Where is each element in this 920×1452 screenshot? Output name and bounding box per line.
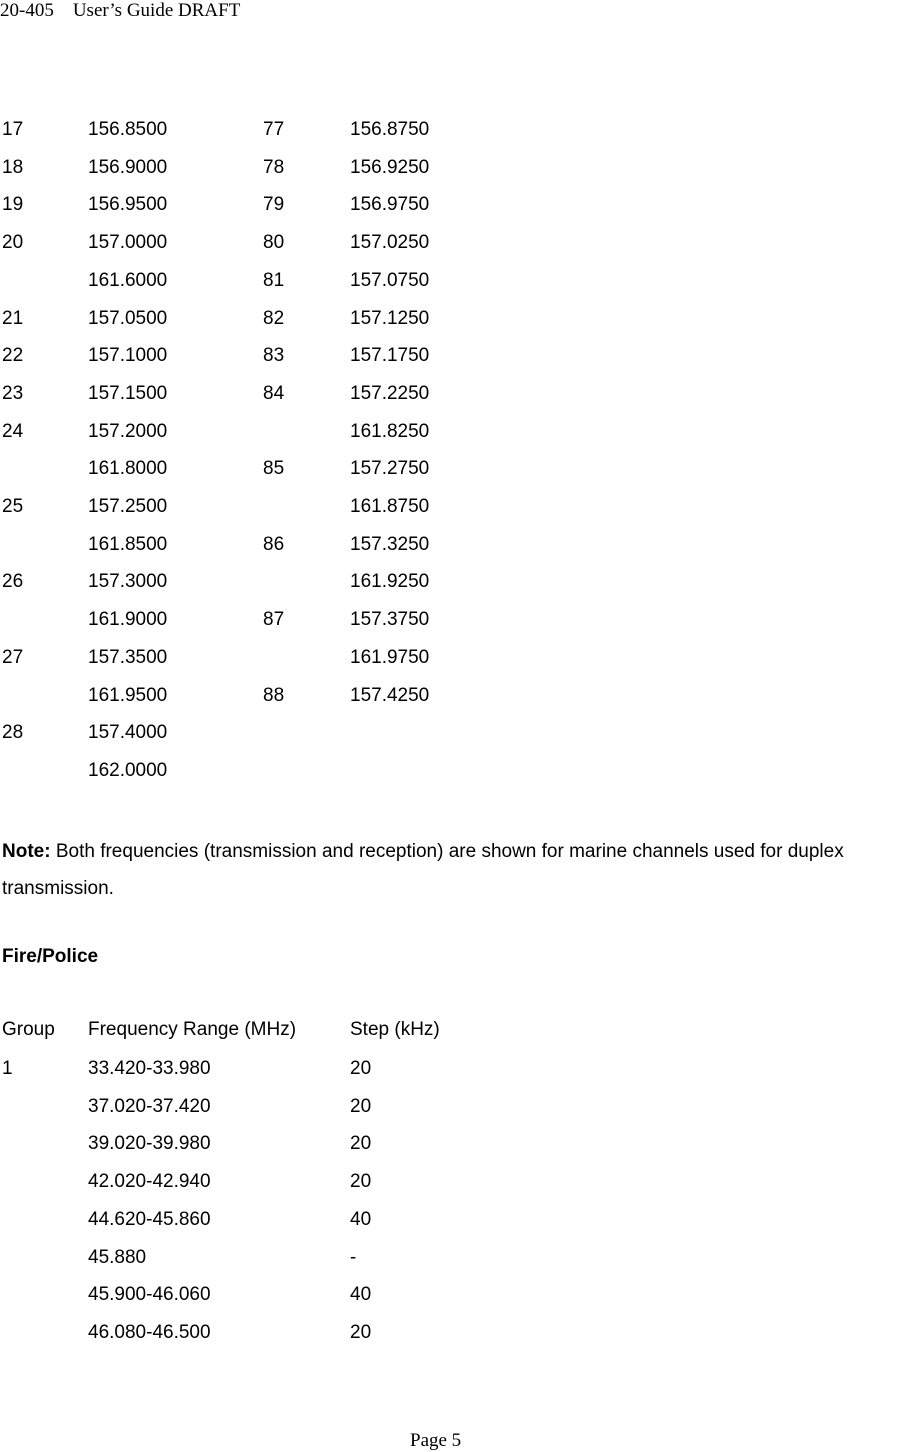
group-cell: 1 (2, 1058, 13, 1079)
frequency-b-cell: 157.1250 (350, 307, 430, 329)
channel-b-cell: 85 (263, 458, 285, 480)
frequency-range-cell: 39.020-39.980 (88, 1133, 211, 1155)
table-row (0, 232, 920, 254)
channel-b-cell: 86 (263, 533, 285, 555)
frequency-a-cell: 161.6000 (88, 269, 168, 291)
frequency-b-cell: 161.9250 (350, 571, 430, 593)
frequency-a-cell: 162.0000 (88, 759, 168, 781)
table-row (0, 1171, 920, 1193)
frequency-a-cell: 157.0000 (88, 232, 168, 254)
channel-b-cell: 80 (263, 232, 285, 254)
frequency-a-cell: 157.4000 (88, 722, 168, 744)
channel-b-cell: 81 (263, 269, 285, 291)
frequency-range-cell: 45.900-46.060 (88, 1284, 211, 1306)
channel-a-cell: 19 (2, 194, 24, 216)
channel-b-cell: 83 (263, 345, 285, 367)
frequency-a-cell: 161.9500 (88, 684, 168, 706)
column-header: Frequency Range (MHz) (88, 1019, 297, 1040)
frequency-a-cell: 161.8500 (88, 533, 168, 555)
channel-a-cell: 27 (2, 646, 24, 668)
table-row (0, 270, 920, 292)
fire-police-heading: Fire/Police (2, 946, 99, 967)
step-cell: 40 (350, 1208, 372, 1230)
frequency-a-cell: 157.3000 (88, 571, 168, 593)
table-header-row (0, 1019, 920, 1041)
table-row (0, 458, 920, 480)
frequency-range-cell: 42.020-42.940 (88, 1171, 211, 1193)
table-row (0, 383, 920, 405)
frequency-b-cell: 156.8750 (350, 119, 430, 140)
frequency-b-cell: 157.3750 (350, 609, 430, 631)
channel-a-cell: 20 (2, 232, 24, 254)
channel-a-cell: 28 (2, 722, 24, 744)
frequency-b-cell: 157.0250 (350, 232, 430, 254)
table-row (0, 1247, 920, 1269)
table-row (0, 119, 920, 141)
frequency-a-cell: 161.8000 (88, 458, 168, 480)
channel-a-cell: 18 (2, 156, 24, 178)
table-row (0, 1058, 920, 1080)
table-row (0, 345, 920, 367)
frequency-b-cell: 161.8250 (350, 420, 430, 442)
step-cell: 40 (350, 1284, 372, 1306)
table-row (0, 308, 920, 330)
table-row (0, 760, 920, 782)
channel-b-cell: 84 (263, 382, 285, 404)
note-paragraph (2, 833, 920, 907)
frequency-a-cell: 157.2000 (88, 420, 168, 442)
note-label: Note: (2, 841, 51, 862)
frequency-b-cell: 156.9750 (350, 194, 430, 216)
table-row (0, 496, 920, 518)
table-row (0, 1096, 920, 1118)
channel-b-cell: 82 (263, 307, 285, 329)
frequency-range-cell: 33.420-33.980 (88, 1058, 211, 1079)
table-row (0, 685, 920, 707)
step-cell: 20 (350, 1058, 372, 1079)
column-header: Group (2, 1019, 55, 1040)
frequency-b-cell: 161.9750 (350, 646, 430, 668)
channel-a-cell: 21 (2, 307, 24, 329)
frequency-b-cell: 157.2750 (350, 458, 430, 480)
channel-b-cell: 87 (263, 609, 285, 631)
channel-b-cell: 78 (263, 156, 285, 178)
step-cell: 20 (350, 1095, 372, 1117)
table-row (0, 571, 920, 593)
table-row (0, 647, 920, 669)
frequency-a-cell: 156.9500 (88, 194, 168, 216)
column-header: Step (kHz) (350, 1019, 440, 1040)
table-row (0, 1284, 920, 1306)
channel-a-cell: 25 (2, 496, 24, 517)
table-row (0, 1133, 920, 1155)
step-cell: - (350, 1246, 357, 1268)
frequency-b-cell: 157.3250 (350, 533, 430, 555)
frequency-range-cell: 37.020-37.420 (88, 1095, 211, 1117)
step-cell: 20 (350, 1133, 372, 1155)
frequency-a-cell: 157.1500 (88, 382, 168, 404)
frequency-b-cell: 161.8750 (350, 496, 430, 517)
frequency-b-cell: 157.2250 (350, 382, 430, 404)
step-cell: 20 (350, 1321, 372, 1343)
frequency-b-cell: 157.0750 (350, 269, 430, 291)
frequency-b-cell: 156.9250 (350, 156, 430, 178)
channel-b-cell: 88 (263, 684, 285, 706)
channel-b-cell: 79 (263, 194, 285, 216)
table-row (0, 1209, 920, 1231)
frequency-range-cell: 46.080-46.500 (88, 1321, 211, 1343)
note-text: Both frequencies (transmission and reception) are shown for marine channels used for duplex transmission. (2, 841, 844, 899)
channel-a-cell: 24 (2, 420, 24, 442)
frequency-b-cell: 157.4250 (350, 684, 430, 706)
frequency-a-cell: 161.9000 (88, 609, 168, 631)
channel-a-cell: 22 (2, 345, 24, 367)
table-row (0, 609, 920, 631)
frequency-a-cell: 156.9000 (88, 156, 168, 178)
table-row (0, 421, 920, 443)
frequency-a-cell: 156.8500 (88, 119, 168, 140)
channel-b-cell: 77 (263, 119, 285, 140)
channel-a-cell: 17 (2, 119, 24, 140)
table-row (0, 157, 920, 179)
table-row (0, 534, 920, 556)
channel-a-cell: 23 (2, 382, 24, 404)
frequency-a-cell: 157.0500 (88, 307, 168, 329)
frequency-a-cell: 157.2500 (88, 496, 168, 517)
page-header: 20-405 User’s Guide DRAFT (0, 0, 241, 21)
frequency-range-cell: 45.880 (88, 1246, 147, 1268)
channel-a-cell: 26 (2, 571, 24, 593)
page-number: Page 5 (410, 1430, 462, 1451)
frequency-b-cell: 157.1750 (350, 345, 430, 367)
table-row (0, 194, 920, 216)
table-row (0, 722, 920, 744)
frequency-range-cell: 44.620-45.860 (88, 1208, 211, 1230)
table-row (0, 1322, 920, 1344)
step-cell: 20 (350, 1171, 372, 1193)
frequency-a-cell: 157.3500 (88, 646, 168, 668)
frequency-a-cell: 157.1000 (88, 345, 168, 367)
